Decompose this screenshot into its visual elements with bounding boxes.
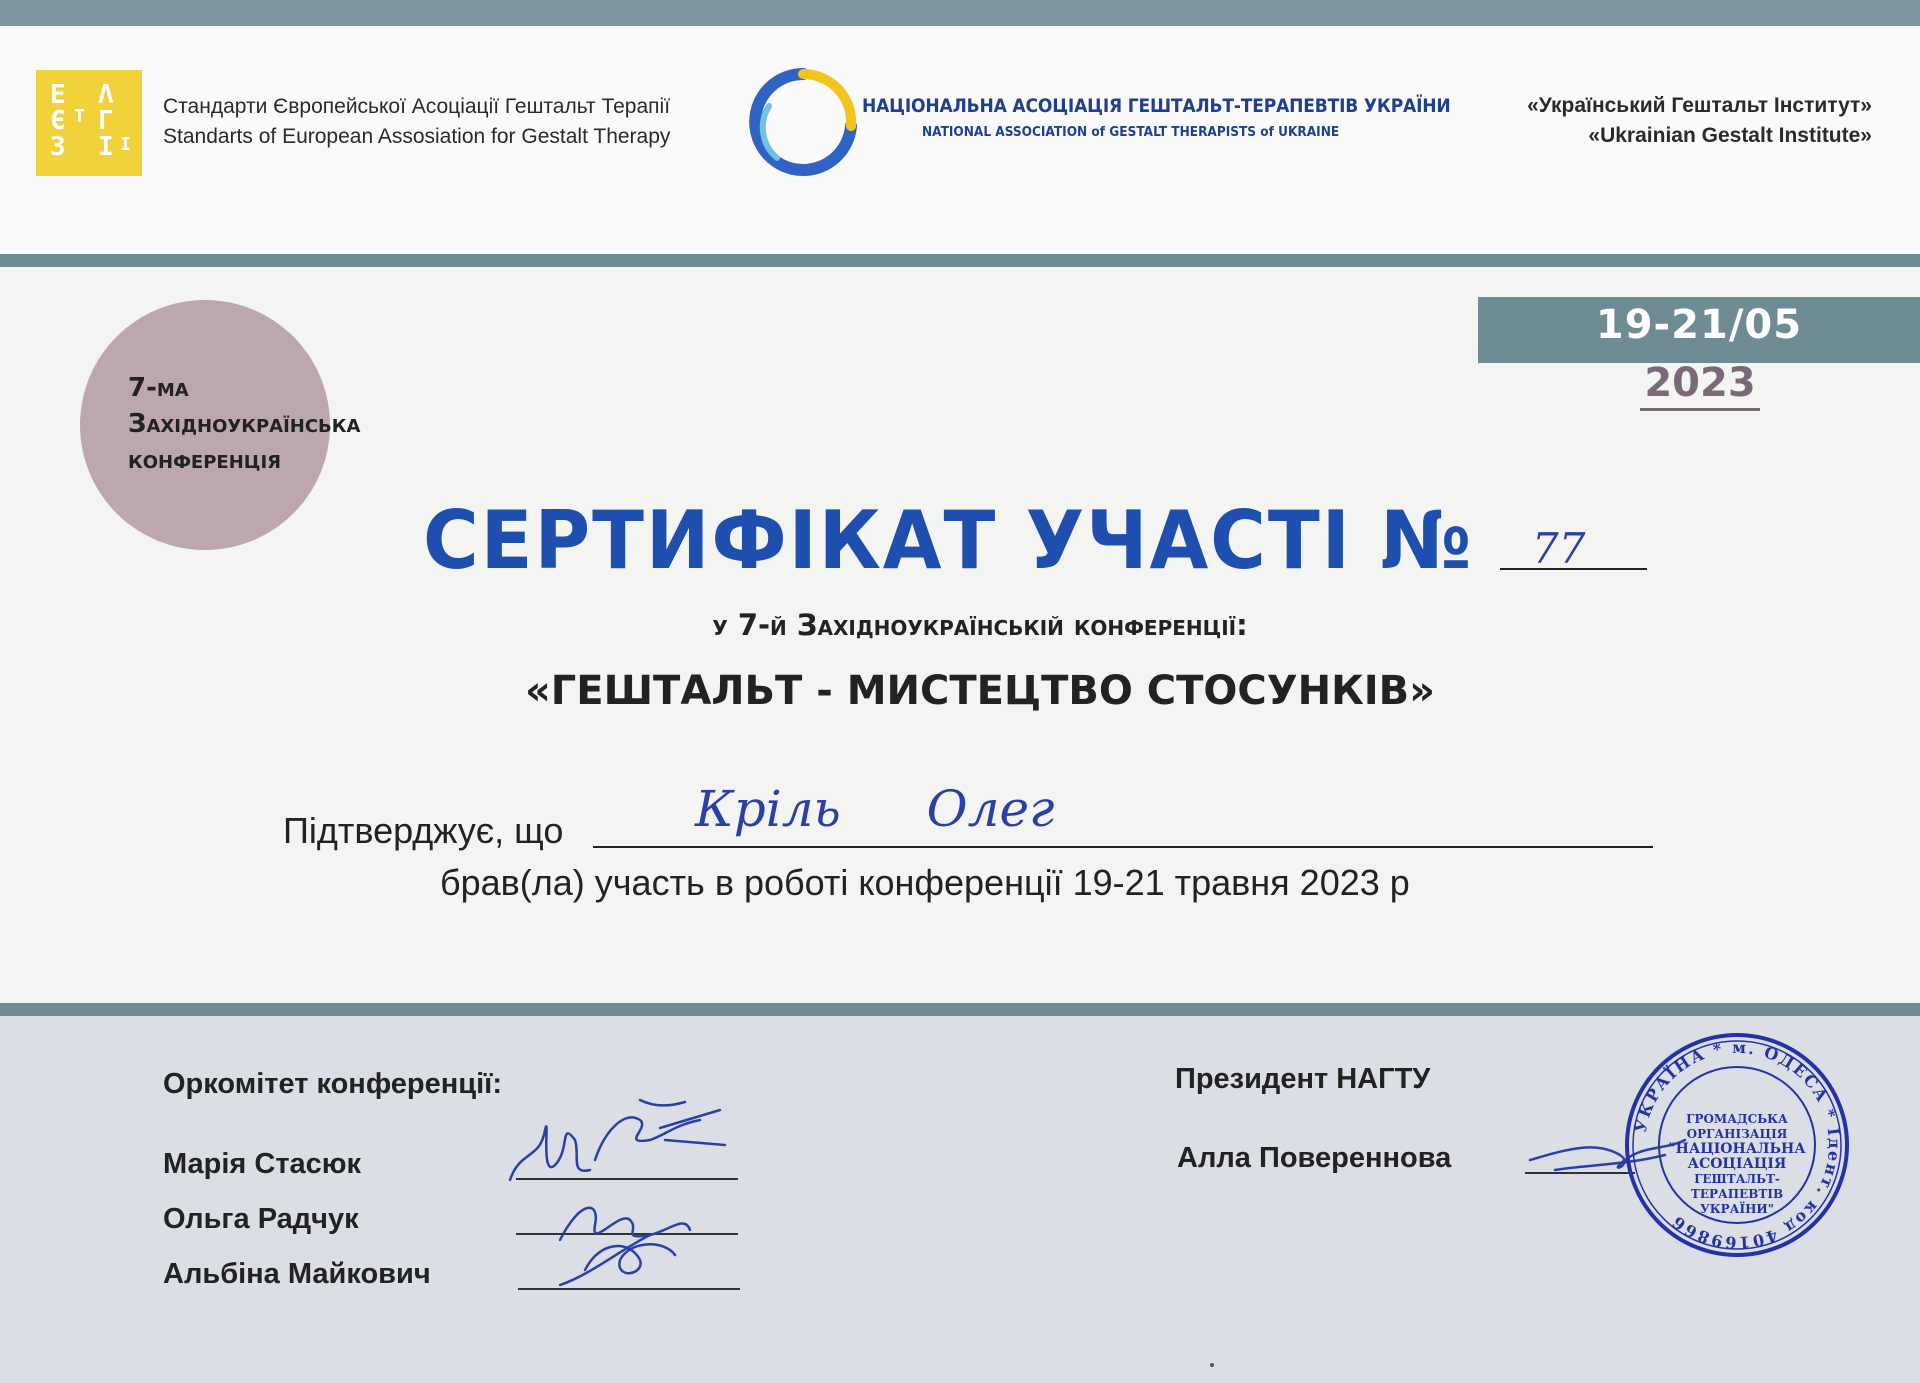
naght-logo-icon bbox=[747, 66, 859, 178]
eagt-caption bbox=[163, 92, 670, 152]
conference-theme: «ГЕШТАЛЬТ - МИСТЕЦТВО СТОСУНКІВ» bbox=[524, 668, 1436, 714]
stamp-line: АСОЦІАЦІЯ bbox=[1687, 1156, 1787, 1172]
committee-member: Марія Стасюк bbox=[163, 1148, 362, 1180]
eagt-logo-letter: І bbox=[120, 134, 131, 155]
committee-member: Альбіна Майкович bbox=[163, 1258, 431, 1290]
event-year: 2023 bbox=[1640, 360, 1760, 411]
eagt-logo-letter: З bbox=[50, 132, 66, 162]
eagt-logo-letter: Е bbox=[50, 80, 66, 110]
ugi-caption bbox=[1527, 91, 1872, 151]
stamp-line: ОРГАНІЗАЦІЯ bbox=[1686, 1127, 1788, 1141]
header-divider bbox=[0, 254, 1920, 267]
eagt-caption-ua: Стандарти Європейської Асоціації Гештальт Терапії bbox=[163, 95, 671, 118]
committee-member: Ольга Радчук bbox=[163, 1203, 359, 1235]
event-dates: 19-21/05 bbox=[1595, 302, 1803, 348]
president-name: Алла Повереннова bbox=[1177, 1142, 1452, 1174]
ugi-caption-ua: «Український Гештальт Інститут» bbox=[1527, 94, 1872, 117]
stamp-center-text bbox=[1650, 1112, 1824, 1217]
top-strip bbox=[0, 0, 1920, 26]
conference-label-line: 7-ма bbox=[128, 373, 189, 403]
certificate-number: 77 bbox=[1532, 524, 1586, 573]
conference-label-line: конференція bbox=[128, 445, 282, 475]
eagt-logo bbox=[36, 70, 142, 176]
participation-text: брав(ла) участь в роботі конференції 19-21 травня 2023 р bbox=[440, 862, 1410, 903]
certificate-subtitle: у 7-й Західноукраїнській конференції: bbox=[712, 608, 1248, 642]
stamp-line: ГЕШТАЛЬТ-ТЕРАПЕВТІВ bbox=[1690, 1172, 1784, 1201]
confirm-label: Підтверджує, що bbox=[283, 810, 564, 851]
president-title: Президент НАГТУ bbox=[1175, 1063, 1431, 1095]
naght-caption bbox=[862, 95, 1516, 140]
ugi-caption-en: «Ukrainian Gestalt Institute» bbox=[1588, 124, 1872, 147]
participant-name: Кріль Олег bbox=[695, 780, 1055, 838]
footer-divider bbox=[0, 1003, 1920, 1016]
stamp-ring-text: УКРАЇНА * м. ОДЕСА * Ідент. код 40169866 bbox=[1630, 1037, 1845, 1253]
stamp-line: "НАЦІОНАЛЬНА bbox=[1668, 1141, 1806, 1157]
eagt-logo-letter: Γ bbox=[98, 106, 114, 136]
eagt-logo-letter: Λ bbox=[98, 80, 114, 110]
eagt-caption-en: Standarts of European Assosiation for Gestalt Therapy bbox=[163, 125, 671, 148]
conference-label bbox=[128, 370, 360, 478]
stamp-line: ГРОМАДСЬКА bbox=[1686, 1112, 1788, 1126]
certificate-title: СЕРТИФІКАТ УЧАСТІ № bbox=[423, 494, 1474, 587]
naght-subtitle: NATIONAL ASSOCIATION of GESTALT THERAPISTS of UKRAINE bbox=[922, 124, 1340, 140]
committee-signatures bbox=[500, 1090, 740, 1300]
eagt-logo-letter: І bbox=[98, 132, 114, 162]
stamp-line: УКРАЇНИ" bbox=[1700, 1202, 1774, 1216]
paper-speck bbox=[1210, 1363, 1214, 1367]
eagt-logo-letter: Є bbox=[50, 106, 66, 136]
orgcommittee-title: Оркомітет конференції: bbox=[163, 1068, 502, 1100]
participant-line bbox=[593, 846, 1653, 848]
naght-title: НАЦІОНАЛЬНА АСОЦІАЦІЯ ГЕШТАЛЬТ-ТЕРАПЕВТІВ УКРАЇНИ bbox=[862, 95, 1451, 117]
conference-label-line: Західноукраїнська bbox=[128, 409, 361, 439]
eagt-logo-letter: Т bbox=[74, 106, 85, 127]
